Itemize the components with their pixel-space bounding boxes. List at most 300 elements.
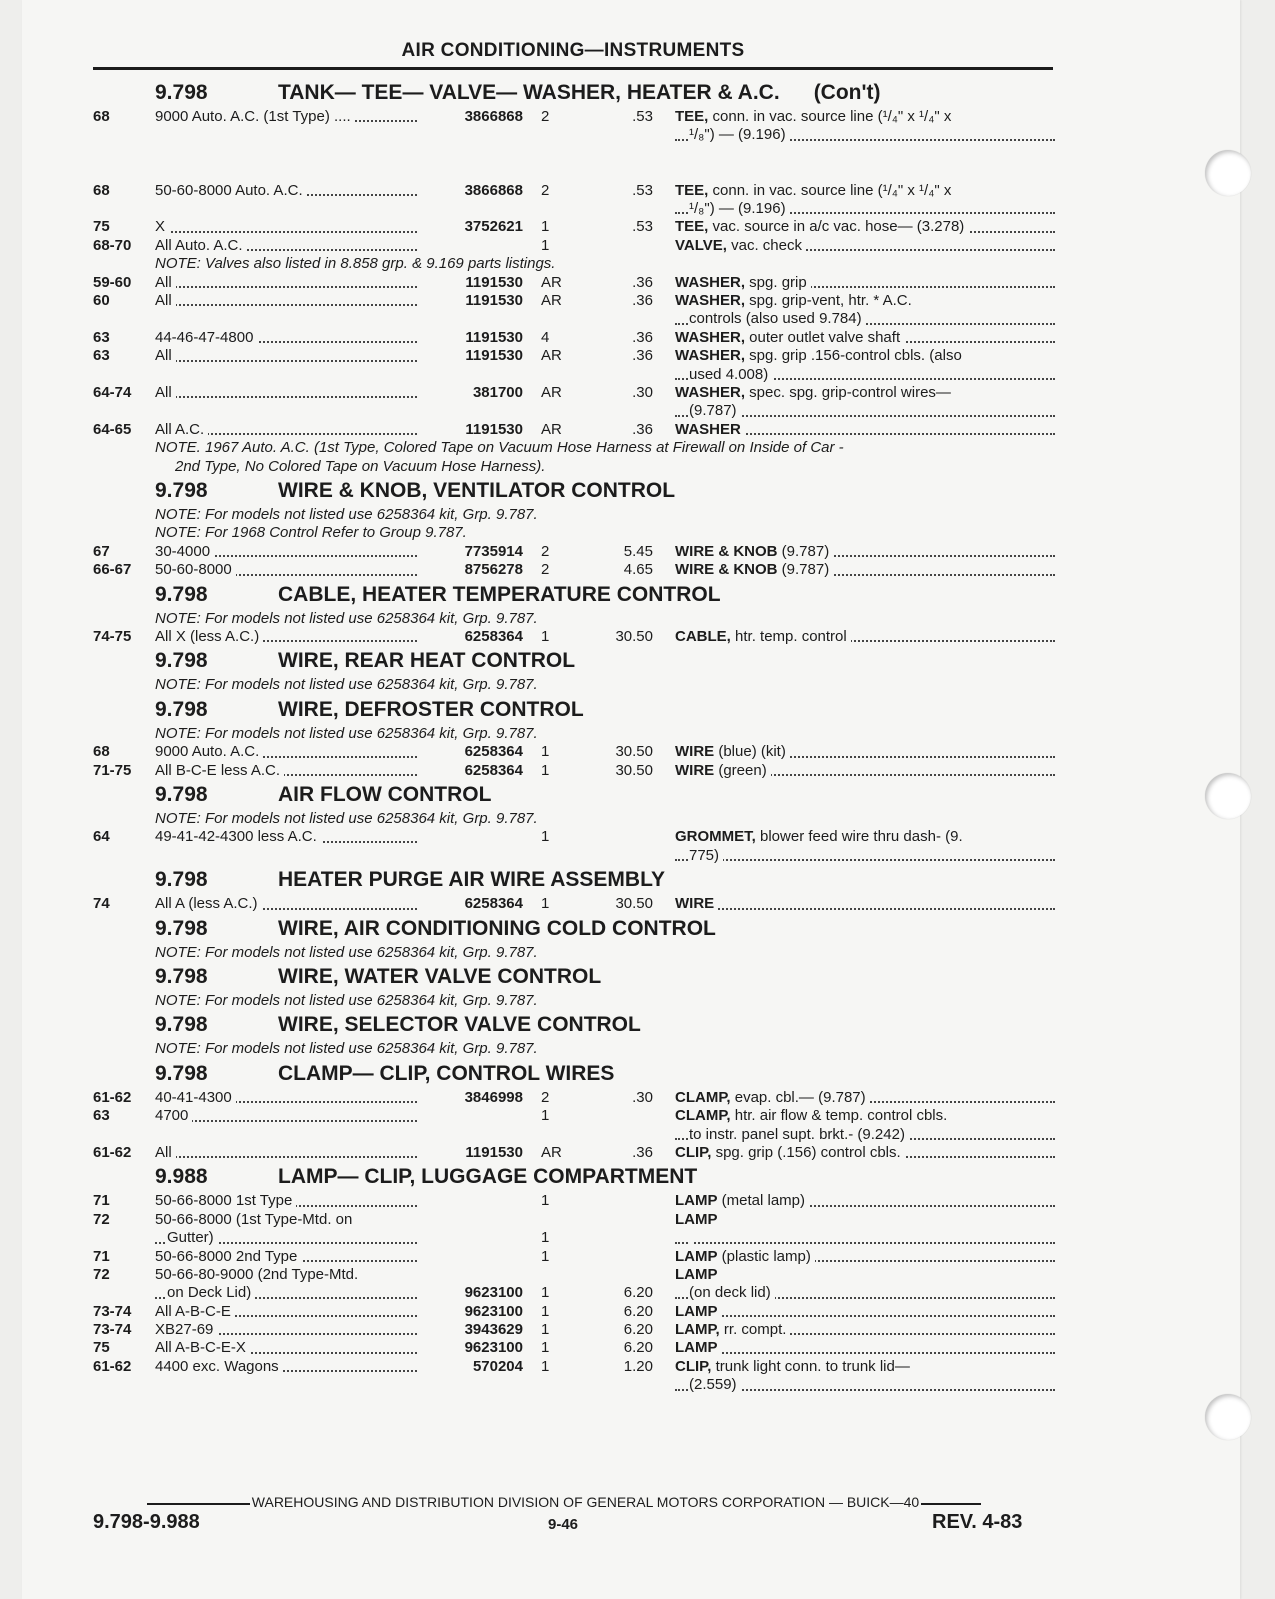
application-text: X: [155, 218, 169, 235]
description-line: [675, 743, 1055, 761]
note-line: NOTE: For models not listed use 6258364 kit, Grp. 9.787.: [155, 1040, 538, 1058]
section-title: TANK— TEE— VALVE— WASHER, HEATER & A.C. (Con't): [278, 81, 881, 104]
part-name: LAMP: [675, 1247, 718, 1265]
application-line: [155, 1321, 417, 1339]
description-text: CABLE, htr. temp. control: [675, 628, 851, 645]
description: [675, 1192, 1055, 1210]
application-line: [155, 1144, 417, 1162]
group-number: 9.798: [155, 868, 208, 892]
section-title: WIRE, REAR HEAT CONTROL: [278, 649, 576, 673]
application: [155, 421, 417, 439]
part-row: [93, 1303, 1053, 1321]
part-name: VALVE,: [675, 236, 727, 254]
application: [155, 561, 417, 579]
price: 30.50: [615, 743, 653, 761]
part-number: 1191530: [465, 328, 523, 346]
quantity: 1: [541, 1247, 550, 1265]
part-name: WASHER,: [675, 347, 746, 365]
part-row: [93, 828, 1053, 865]
description-text: to instr. panel supt. brkt.- (9.242): [689, 1126, 909, 1143]
description: [675, 1089, 1055, 1107]
description-line: [675, 543, 1055, 561]
part-row: [93, 1144, 1053, 1162]
dot-leader: [155, 1120, 417, 1122]
dot-leader: [675, 908, 1055, 910]
part-row: [93, 182, 1053, 219]
description-text: WASHER, spg. grip .156-control cbls. (also: [675, 347, 966, 364]
price: .36: [632, 420, 653, 438]
model-year: 71: [93, 1192, 110, 1210]
part-name: WASHER: [675, 420, 741, 438]
price: .36: [632, 328, 653, 346]
application-line: [155, 218, 417, 236]
part-number: 381700: [472, 383, 523, 401]
part-number: 6258364: [464, 761, 523, 779]
section-title: LAMP— CLIP, LUGGAGE COMPARTMENT: [278, 1165, 698, 1189]
application-line: [155, 292, 417, 310]
quantity: 2: [541, 542, 550, 560]
quantity: AR: [541, 1143, 562, 1161]
application: [155, 1089, 417, 1107]
model-year: 64-74: [93, 383, 132, 401]
section-heading: [93, 646, 1053, 676]
model-year: 61-62: [93, 1357, 132, 1375]
application-text: All: [155, 384, 176, 401]
part-number: 9623100: [464, 1302, 523, 1320]
quantity: 1: [541, 895, 550, 913]
description-text: CLIP, spg. grip (.156) control cbls.: [675, 1144, 905, 1161]
part-row: [93, 762, 1053, 780]
section-title: AIR FLOW CONTROL: [278, 782, 492, 806]
application: [155, 1211, 417, 1248]
part-name: CABLE,: [675, 627, 731, 645]
description-line: [675, 1211, 1055, 1229]
part-number: 1191530: [465, 291, 523, 309]
description-text: CLAMP, evap. cbl.— (9.787): [675, 1089, 870, 1106]
quantity: 1: [541, 743, 550, 761]
application-line: [155, 1229, 417, 1247]
part-row: [93, 1358, 1053, 1395]
description: [675, 543, 1055, 561]
note: [93, 725, 1053, 743]
application-text: 4400 exc. Wagons: [155, 1358, 283, 1375]
application: [155, 762, 417, 780]
application: [155, 218, 417, 236]
punch-hole-top: [1205, 150, 1251, 196]
part-number: 3866868: [464, 181, 523, 199]
group-number: 9.798: [155, 964, 208, 988]
description: [675, 1107, 1055, 1144]
description-line: [675, 1339, 1055, 1357]
footer-group-range: 9.798-9.988: [93, 1511, 200, 1533]
description-text: [675, 1339, 722, 1356]
price: .30: [632, 1088, 653, 1106]
quantity: 1: [541, 1229, 550, 1247]
application-text: 50-60-8000 Auto. A.C.: [155, 182, 307, 199]
application-line: [155, 1266, 417, 1284]
section-heading: [93, 865, 1053, 895]
section-title: HEATER PURGE AIR WIRE ASSEMBLY: [278, 868, 665, 892]
part-row: [93, 1192, 1053, 1210]
part-row: [93, 421, 1053, 439]
application-text: 50-66-8000 (1st Type-Mtd. on: [155, 1211, 356, 1228]
part-name: LAMP: [675, 1192, 718, 1210]
description: [675, 1266, 1055, 1303]
footer-page-number: 9-46: [548, 1516, 579, 1533]
quantity: AR: [541, 383, 562, 401]
application-text: 50-66-8000 1st Type: [155, 1192, 296, 1209]
model-year: 61-62: [93, 1143, 132, 1161]
description-line: [675, 182, 1055, 200]
part-number: 3943629: [464, 1321, 523, 1339]
model-year: 68-70: [93, 236, 132, 254]
part-row: [93, 1248, 1053, 1266]
application-text: All B-C-E less A.C.: [155, 762, 284, 779]
application-text: on Deck Lid): [167, 1284, 255, 1301]
quantity: 1: [541, 1107, 550, 1125]
section-heading: [93, 962, 1053, 992]
punch-hole-middle: [1205, 773, 1251, 819]
description: [675, 1248, 1055, 1266]
application: [155, 1266, 417, 1303]
description-text: WASHER, outer outlet valve shaft: [675, 329, 904, 346]
description-line: [675, 1126, 1055, 1144]
application-text: 9000 Auto. A.C. (1st Type) ....: [155, 108, 355, 125]
description-text: (9.787): [689, 402, 741, 419]
description-text: LAMP (plastic lamp): [675, 1248, 815, 1265]
description: [675, 108, 1055, 145]
part-name: CLAMP,: [675, 1088, 731, 1106]
description-line: [675, 310, 1055, 328]
group-number: 9.798: [155, 1061, 208, 1085]
part-name: WASHER,: [675, 273, 746, 291]
model-year: 73-74: [93, 1321, 132, 1339]
model-year: 75: [93, 218, 110, 236]
part-number: 9623100: [464, 1339, 523, 1357]
description-text: [689, 1229, 693, 1246]
model-year: 67: [93, 542, 110, 560]
description-text: WIRE & KNOB (9.787): [675, 561, 833, 578]
description-text: [675, 1211, 722, 1228]
description-line: [675, 1089, 1055, 1107]
description: [675, 274, 1055, 292]
description-line: [675, 628, 1055, 646]
description: [675, 762, 1055, 780]
part-row: [93, 218, 1053, 236]
application: [155, 347, 417, 365]
application-line: [155, 384, 417, 402]
continued-label: (Con't): [813, 81, 881, 104]
part-number: 8756278: [464, 561, 523, 579]
part-row: [93, 1089, 1053, 1107]
description-text: WASHER, spec. spg. grip-control wires—: [675, 384, 955, 401]
model-year: 71: [93, 1247, 110, 1265]
part-name: WIRE & KNOB: [675, 561, 778, 579]
application: [155, 237, 417, 255]
description-text: WASHER, spg. grip-vent, htr. * A.C.: [675, 292, 916, 309]
application-line: [155, 1089, 417, 1107]
dot-leader: [675, 1242, 1055, 1244]
application-line: [155, 274, 417, 292]
description: [675, 237, 1055, 255]
model-year: 73-74: [93, 1302, 132, 1320]
application: [155, 1192, 417, 1210]
application-text: 9000 Auto. A.C.: [155, 743, 263, 760]
model-year: 71-75: [93, 761, 132, 779]
description: [675, 182, 1055, 219]
description-line: [675, 762, 1055, 780]
group-number: 9.798: [155, 782, 208, 806]
dot-leader: [155, 360, 417, 362]
part-name: GROMMET,: [675, 828, 756, 846]
description-line: [675, 561, 1055, 579]
part-name: CLIP,: [675, 1143, 712, 1161]
description-text: TEE, conn. in vac. source line (¹/₄" x ¹/₄" x: [675, 182, 955, 199]
group-number: 9.798: [155, 582, 208, 606]
description-text: 775): [689, 847, 723, 864]
dot-leader: [155, 286, 417, 288]
note: [93, 506, 1053, 543]
description: [675, 743, 1055, 761]
part-row: [93, 329, 1053, 347]
description-line: [675, 292, 1055, 310]
description-text: CLIP, trunk light conn. to trunk lid—: [675, 1358, 914, 1375]
description-text: ¹/₈") — (9.196): [689, 126, 790, 143]
description: [675, 1339, 1055, 1357]
description-text: used 4.008): [689, 366, 772, 383]
application-text: 50-66-80-9000 (2nd Type-Mtd.: [155, 1266, 362, 1283]
application: [155, 895, 417, 913]
description-line: [675, 1229, 1055, 1247]
section-heading: [93, 1010, 1053, 1040]
section-heading: [93, 780, 1053, 810]
description-line: [675, 847, 1055, 865]
part-row: [93, 628, 1053, 646]
section-title: WIRE, DEFROSTER CONTROL: [278, 697, 584, 721]
punch-hole-bottom: [1205, 1394, 1251, 1440]
application-line: [155, 561, 417, 579]
part-number: 3752621: [464, 218, 523, 236]
part-name: CLIP,: [675, 1357, 712, 1375]
note: [93, 944, 1053, 962]
application-text: All A-B-C-E: [155, 1303, 235, 1320]
quantity: 1: [541, 1339, 550, 1357]
quantity: 1: [541, 627, 550, 645]
part-name: WASHER,: [675, 383, 746, 401]
quantity: 4: [541, 328, 550, 346]
application: [155, 384, 417, 402]
application-line: [155, 828, 417, 846]
note-line: NOTE: Valves also listed in 8.858 grp. & 9.169 parts listings.: [155, 255, 556, 273]
section-heading: [93, 580, 1053, 610]
description-line: [675, 274, 1055, 292]
description-text: [675, 421, 745, 438]
application: [155, 828, 417, 846]
dot-leader: [155, 396, 417, 398]
description-text: TEE, vac. source in a/c vac. hose— (3.278): [675, 218, 968, 235]
application-line: [155, 108, 417, 126]
section-heading: [93, 476, 1053, 506]
model-year: 63: [93, 347, 110, 365]
application-line: [155, 1284, 417, 1302]
part-number: 6258364: [464, 743, 523, 761]
model-year: 72: [93, 1210, 110, 1228]
dot-leader: [155, 231, 417, 233]
description-line: [675, 1303, 1055, 1321]
application-text: All A-B-C-E-X: [155, 1339, 250, 1356]
description-text: WIRE & KNOB (9.787): [675, 543, 833, 560]
dot-leader: [155, 1156, 417, 1158]
description: [675, 628, 1055, 646]
part-name: LAMP: [675, 1265, 718, 1283]
part-name: CLAMP,: [675, 1107, 731, 1125]
description-line: [675, 895, 1055, 913]
model-year: 68: [93, 108, 110, 125]
description-text: LAMP, rr. compt.: [675, 1321, 790, 1338]
part-name: LAMP: [675, 1302, 718, 1320]
application-line: [155, 1339, 417, 1357]
note-line: NOTE. 1967 Auto. A.C. (1st Type, Colored Tape on Vacuum Hose Harness at Firewall on Inside of Car -: [155, 439, 844, 457]
quantity: AR: [541, 420, 562, 438]
section-heading: [93, 78, 1053, 108]
application-line: [155, 1358, 417, 1376]
part-name: LAMP: [675, 1210, 718, 1228]
part-number: 1191530: [465, 420, 523, 438]
note-line: NOTE: For models not listed use 6258364 kit, Grp. 9.787.: [155, 809, 538, 827]
dot-leader: [155, 304, 417, 306]
description-text: CLAMP, htr. air flow & temp. control cbls.: [675, 1107, 951, 1124]
group-number: 9.798: [155, 1013, 208, 1037]
quantity: 2: [541, 561, 550, 579]
part-name: WIRE: [675, 743, 715, 761]
description-text: (2.559): [689, 1376, 741, 1393]
application: [155, 1107, 417, 1125]
application-line: [155, 237, 417, 255]
model-year: 63: [93, 328, 110, 346]
note: [93, 992, 1053, 1010]
application-text: All: [155, 292, 176, 309]
price: 30.50: [615, 761, 653, 779]
application-line: [155, 1303, 417, 1321]
application: [155, 1358, 417, 1376]
footer-division: [93, 1494, 1035, 1510]
part-row: [93, 292, 1053, 329]
application: [155, 1339, 417, 1357]
description-line: [675, 1144, 1055, 1162]
note-line: NOTE: For models not listed use 6258364 kit, Grp. 9.787.: [155, 676, 538, 694]
application-line: [155, 543, 417, 561]
application: [155, 628, 417, 646]
description: [675, 828, 1055, 865]
price: .36: [632, 347, 653, 365]
description-text: (on deck lid): [689, 1284, 775, 1301]
application-line: [155, 762, 417, 780]
application-text: 49-41-42-4300 less A.C.: [155, 828, 321, 845]
description-text: GROMMET, blower feed wire thru dash- (9.: [675, 828, 967, 845]
application-line: [155, 628, 417, 646]
description-line: [675, 1266, 1055, 1284]
note-line: NOTE: For 1968 Control Refer to Group 9.787.: [155, 524, 467, 542]
application: [155, 329, 417, 347]
part-row: [93, 1339, 1053, 1357]
part-number: 1191530: [465, 347, 523, 365]
group-number: 9.798: [155, 649, 208, 673]
dot-leader: [675, 859, 1055, 861]
application: [155, 543, 417, 561]
footer-division-text: WAREHOUSING AND DISTRIBUTION DIVISION OF GENERAL MOTORS CORPORATION — BUICK—40: [251, 1494, 920, 1510]
description: [675, 561, 1055, 579]
dot-leader: [675, 1352, 1055, 1354]
price: 6.20: [623, 1284, 653, 1302]
quantity: 1: [541, 236, 550, 254]
description-text: ¹/₈") — (9.196): [689, 200, 790, 217]
note-line: NOTE: For models not listed use 6258364 kit, Grp. 9.787.: [155, 943, 538, 961]
part-number: 7735914: [464, 542, 523, 560]
part-row: [93, 1211, 1053, 1248]
section-title: CLAMP— CLIP, CONTROL WIRES: [278, 1061, 615, 1085]
part-name: WIRE & KNOB: [675, 542, 778, 560]
note: [93, 810, 1053, 828]
part-name: TEE,: [675, 181, 709, 199]
application: [155, 1303, 417, 1321]
note-line: NOTE: For models not listed use 6258364 kit, Grp. 9.787.: [155, 505, 538, 523]
part-row: [93, 274, 1053, 292]
description-text: LAMP (metal lamp): [675, 1192, 809, 1209]
quantity: 2: [541, 108, 550, 125]
price: .53: [632, 108, 653, 125]
model-year: 59-60: [93, 273, 132, 291]
quantity: 1: [541, 1357, 550, 1375]
part-row: [93, 543, 1053, 561]
section-title: WIRE, SELECTOR VALVE CONTROL: [278, 1013, 641, 1037]
description-text: VALVE, vac. check: [675, 237, 806, 254]
application-line: [155, 895, 417, 913]
description-text: controls (also used 9.784): [689, 310, 866, 327]
section-heading: [93, 1162, 1053, 1192]
part-row: [93, 561, 1053, 579]
application-text: All: [155, 274, 176, 291]
part-row: [93, 743, 1053, 761]
description: [675, 1358, 1055, 1395]
model-year: 64-65: [93, 420, 132, 438]
footer-revision: REV. 4-83: [932, 1511, 1023, 1533]
price: 30.50: [615, 627, 653, 645]
note: [93, 439, 1053, 476]
note-line: NOTE: For models not listed use 6258364 kit, Grp. 9.787.: [155, 609, 538, 627]
part-number: 1191530: [465, 273, 523, 291]
section-heading: [93, 695, 1053, 725]
application-text: 40-41-4300: [155, 1089, 236, 1106]
model-year: 68: [93, 181, 110, 199]
model-year: 74: [93, 895, 110, 913]
description-line: [675, 1192, 1055, 1210]
description-line: [675, 1321, 1055, 1339]
part-name: TEE,: [675, 218, 709, 236]
description-line: [675, 1284, 1055, 1302]
price: 5.45: [623, 542, 653, 560]
quantity: 1: [541, 1192, 550, 1210]
part-number: 570204: [472, 1357, 523, 1375]
model-year: 60: [93, 291, 110, 309]
description-line: [675, 237, 1055, 255]
model-year: 66-67: [93, 561, 132, 579]
description-line: [675, 384, 1055, 402]
part-number: 3866868: [464, 108, 523, 125]
part-name: LAMP,: [675, 1321, 720, 1339]
model-year: 68: [93, 743, 110, 761]
description-line: [675, 421, 1055, 439]
description: [675, 1211, 1055, 1248]
